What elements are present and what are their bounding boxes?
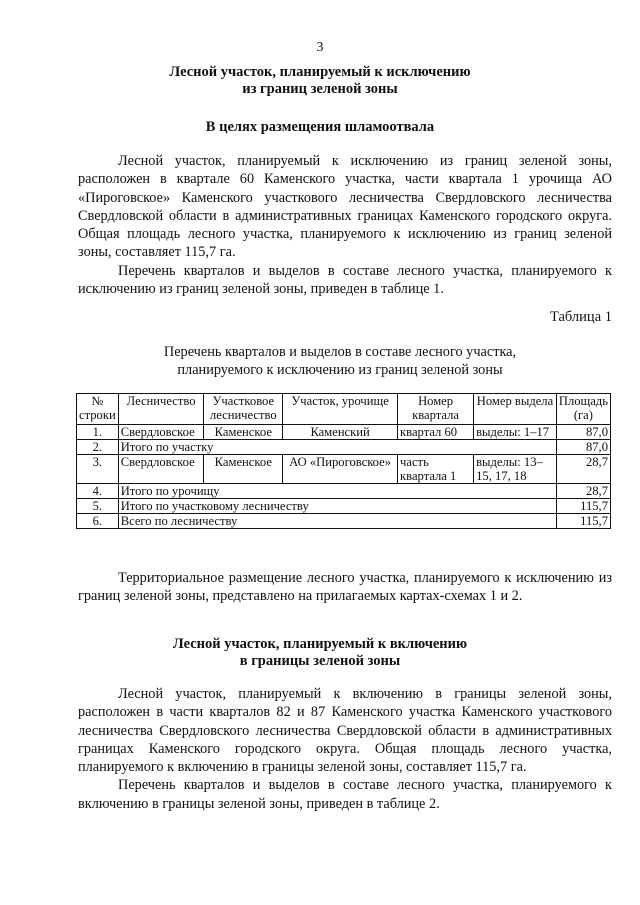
header-area: Площадь (га) [556, 394, 610, 425]
section1-paragraph2: Перечень кварталов и выделов в составе лесного участка, планируемого к исключению из границ зеленой зоны, приведен в таблице 1. [78, 262, 612, 298]
table1-caption-line2: планируемого к исключению из границ зеленой зоны [177, 362, 503, 378]
district-cell: Каменское [204, 425, 283, 440]
section1-after-body [78, 569, 612, 606]
section1-title-line2: из границ зеленой зоны [242, 81, 398, 97]
summary-cell: Итого по урочищу [118, 484, 556, 499]
header-row-number: № строки [77, 394, 119, 425]
table1-caption-line1: Перечень кварталов и выделов в составе лесного участка, [163, 344, 517, 360]
header-quarter-number: Номер квартала [398, 394, 474, 425]
row-number: 1. [77, 425, 119, 440]
row-number: 5. [77, 499, 119, 514]
table-row [77, 499, 611, 514]
page-number: 3 [316, 40, 324, 55]
section2-title [60, 636, 580, 670]
section1-paragraph1: Лесной участок, планируемый к исключению из границ зеленой зоны, расположен в квартале 60 Каменского участка, части квартала 1 урочища АО «Пироговское» Каменского участкового лесничества Свердловского лесничества Свердловской области в административных границах Каменского городского округа. Общая площадь лесного участка, планируемого к исключению из границ зеленой зоны, составляет 115,7 га. [78, 153, 612, 261]
table-row [77, 455, 611, 484]
area-cell: 115,7 [556, 499, 610, 514]
summary-cell: Итого по участку [118, 440, 556, 455]
section1-title [60, 64, 580, 98]
summary-cell: Всего по лесничеству [118, 514, 556, 529]
site-cell: АО «Пироговское» [283, 455, 398, 484]
row-number: 3. [77, 455, 119, 484]
table1 [76, 393, 611, 529]
area-cell: 115,7 [556, 514, 610, 529]
quarter-cell: часть квартала 1 [398, 455, 474, 484]
area-cell: 28,7 [556, 484, 610, 499]
header-parcel-number: Номер выдела [474, 394, 557, 425]
area-cell: 87,0 [556, 425, 610, 440]
row-number: 6. [77, 514, 119, 529]
quarter-cell: квартал 60 [398, 425, 474, 440]
header-site: Участок, урочище [283, 394, 398, 425]
section2-paragraph2: Перечень кварталов и выделов в составе лесного участка, планируемого к включению в границы зеленой зоны, приведен в таблице 2. [78, 777, 612, 812]
table1-label: Таблица 1 [549, 309, 612, 325]
section2-title-line1: Лесной участок, планируемый к включению [172, 636, 468, 652]
row-number: 2. [77, 440, 119, 455]
section2-title-line2: в границы зеленой зоны [239, 653, 401, 669]
section2-paragraph1: Лесной участок, планируемый к включению в границы зеленой зоны, расположен в части кварталов 82 и 87 Каменского участка Каменского участкового лесничества Свердловского лесничества Свердловской области в административных границах Каменского городского округа. Общая площадь лесного участка, планируемого к включению в границы зеленой зоны, составляет 115,7 га. [78, 686, 612, 776]
section1-subtitle: В целях размещения шламоотвала [205, 119, 435, 135]
area-cell: 28,7 [556, 455, 610, 484]
row-number: 4. [77, 484, 119, 499]
district-cell: Каменское [204, 455, 283, 484]
section1-body [78, 152, 612, 298]
table1-caption [90, 343, 590, 379]
summary-cell: Итого по участковому лесничеству [118, 499, 556, 514]
parcels-cell: выделы: 1–17 [474, 425, 557, 440]
table-row [77, 484, 611, 499]
table1-header-row [77, 394, 611, 425]
header-forestry: Лесничество [118, 394, 204, 425]
table-row [77, 425, 611, 440]
table-row [77, 514, 611, 529]
parcels-cell: выделы: 13–15, 17, 18 [474, 455, 557, 484]
forestry-cell: Свердловское [118, 455, 204, 484]
site-cell: Каменский [283, 425, 398, 440]
header-district-forestry: Участковое лесничество [204, 394, 283, 425]
section2-body [78, 685, 612, 813]
forestry-cell: Свердловское [118, 425, 204, 440]
area-cell: 87,0 [556, 440, 610, 455]
section1-after-paragraph: Территориальное размещение лесного участка, планируемого к исключению из границ зеленой зоны, представлено на прилагаемых картах-схемах 1 и 2. [78, 570, 612, 605]
section1-title-line1: Лесной участок, планируемый к исключению [169, 64, 471, 80]
table-row [77, 440, 611, 455]
